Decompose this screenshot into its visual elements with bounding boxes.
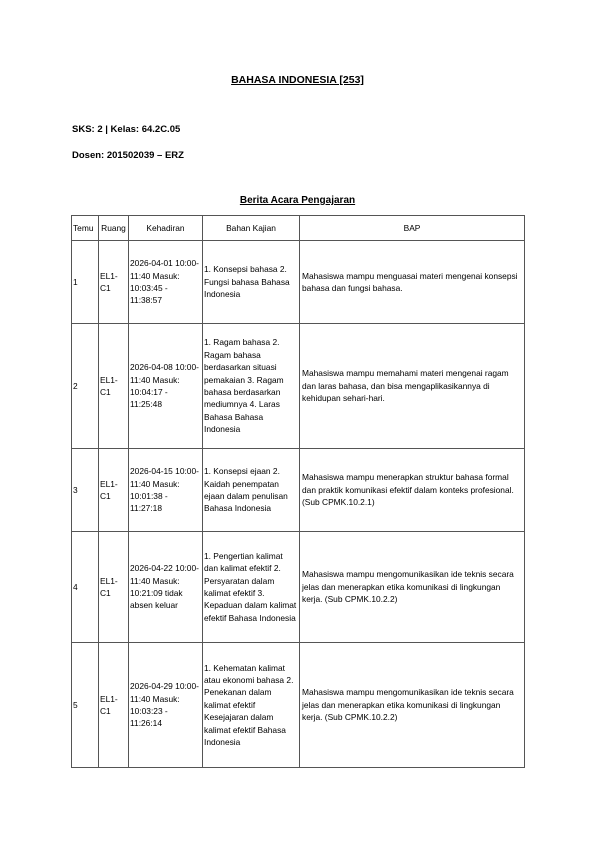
cell-bahan-kajian: 1. Pengertian kalimat dan kalimat efektif 2. Persyaratan dalam kalimat efektif 3. Kepaduan dalam kalimat efektif Bahasa Indonesia — [203, 532, 300, 643]
cell-temu: 2 — [72, 324, 99, 449]
table-row — [72, 241, 525, 324]
table-row — [72, 643, 525, 768]
cell-temu: 1 — [72, 241, 99, 324]
cell-kehadiran: 2026-04-22 10:00-11:40 Masuk: 10:21:09 tidak absen keluar — [129, 532, 203, 643]
cell-ruang: EL1-C1 — [99, 324, 129, 449]
cell-temu: 5 — [72, 643, 99, 768]
table-row — [72, 324, 525, 449]
cell-ruang: EL1-C1 — [99, 532, 129, 643]
cell-temu: 4 — [72, 532, 99, 643]
header-bap: BAP — [300, 216, 525, 241]
cell-bap: Mahasiswa mampu menerapkan struktur bahasa formal dan praktik komunikasi efektif dalam konteks profesional. (Sub CPMK.10.2.1) — [300, 449, 525, 532]
cell-kehadiran: 2026-04-29 10:00-11:40 Masuk: 10:03:23 - 11:26:14 — [129, 643, 203, 768]
course-info: SKS: 2 | Kelas: 64.2C.05 — [72, 124, 181, 135]
table-header-row — [72, 216, 525, 241]
cell-bahan-kajian: 1. Konsepsi bahasa 2. Fungsi bahasa Bahasa Indonesia — [203, 241, 300, 324]
section-title: Berita Acara Pengajaran — [239, 195, 356, 206]
header-bahan-kajian: Bahan Kajian — [203, 216, 300, 241]
lecturer-info: Dosen: 201502039 – ERZ — [72, 150, 184, 161]
cell-kehadiran: 2026-04-15 10:00-11:40 Masuk: 10:01:38 - 11:27:18 — [129, 449, 203, 532]
cell-ruang: EL1-C1 — [99, 449, 129, 532]
cell-ruang: EL1-C1 — [99, 643, 129, 768]
cell-kehadiran: 2026-04-01 10:00-11:40 Masuk: 10:03:45 - 11:38:57 — [129, 241, 203, 324]
cell-bap: Mahasiswa mampu menguasai materi mengenai konsepsi bahasa dan fungsi bahasa. — [300, 241, 525, 324]
header-ruang: Ruang — [99, 216, 129, 241]
cell-bahan-kajian: 1. Kehematan kalimat atau ekonomi bahasa 2. Penekanan dalam kalimat efektif Kesejajaran dalam kalimat efektif Bahasa Indonesia — [203, 643, 300, 768]
table-row — [72, 532, 525, 643]
header-kehadiran: Kehadiran — [129, 216, 203, 241]
course-title: BAHASA INDONESIA [253] — [231, 74, 364, 86]
bap-table — [71, 215, 525, 768]
cell-bap: Mahasiswa mampu memahami materi mengenai ragam dan laras bahasa, dan bisa mengaplikasikannya di kehidupan sehari-hari. — [300, 324, 525, 449]
cell-bahan-kajian: 1. Konsepsi ejaan 2. Kaidah penempatan ejaan dalam penulisan Bahasa Indonesia — [203, 449, 300, 532]
cell-bahan-kajian: 1. Ragam bahasa 2. Ragam bahasa berdasarkan situasi pemakaian 3. Ragam bahasa berdasarkan mediumnya 4. Laras Bahasa Bahasa Indonesia — [203, 324, 300, 449]
cell-ruang: EL1-C1 — [99, 241, 129, 324]
header-temu: Temu — [72, 216, 99, 241]
cell-temu: 3 — [72, 449, 99, 532]
table-row — [72, 449, 525, 532]
cell-bap: Mahasiswa mampu mengomunikasikan ide teknis secara jelas dan menerapkan etika komunikasi di lingkungan kerja. (Sub CPMK.10.2.2) — [300, 643, 525, 768]
cell-bap: Mahasiswa mampu mengomunikasikan ide teknis secara jelas dan menerapkan etika komunikasi di lingkungan kerja. (Sub CPMK.10.2.2) — [300, 532, 525, 643]
cell-kehadiran: 2026-04-08 10:00-11:40 Masuk: 10:04:17 - 11:25:48 — [129, 324, 203, 449]
